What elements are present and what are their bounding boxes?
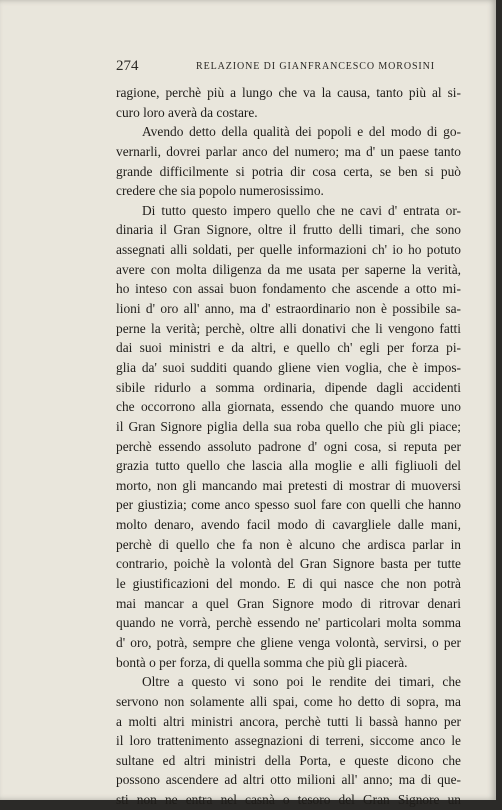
text-line: servono non solamente alli spai, come ho detto di sopra, ma [116,693,461,709]
text-line: il loro trattenimento assegnazioni di terreni, siccome anco le [116,733,461,749]
running-title: RELAZIONE DI GIANFRANCESCO MOROSINI [196,61,435,72]
text-line: per giustizia; come anco spesso suol fare con quelli che hanno [116,497,461,513]
text-line: grande difficilmente si potria dir cosa certa, se ben si può [116,163,461,179]
text-line: Di tutto questo impero quello che ne cavi d' entrata or- [142,202,461,218]
text-line: sibile ridurlo a somma ordinaria, dipende dagli accidenti [116,379,461,395]
text-line: glia da' suoi sudditi quando gliene vien voglia, che è impos- [116,359,461,375]
text-line: mai mancar a quel Gran Signore modo di ritrovar denari [116,595,461,611]
text-line: che occorrono alla giornata, essendo che quando muore uno [116,399,461,415]
text-line: il Gran Signore piglia della sua roba quello che più gli piace; [116,418,461,434]
text-line: ho inteso con assai buon fondamento che ascende a otto mi- [116,281,461,297]
text-line: avere con molta diligenza da me usata per saperne la verità, [116,261,461,277]
text-line: assegnati alli soldati, per quelle informazioni ch' io ho potuto [116,242,461,258]
text-line: credere che sia popolo numerosissimo. [116,183,324,199]
text-line: grazia tutto quello che lascia alla moglie e alli figliuoli del [116,458,461,474]
text-line: le giustificazioni del mondo. E di qui nasce che non potrà [116,576,461,592]
text-line: curo loro averà da costare. [116,104,258,120]
text-line: molto denaro, avendo facil modo di cavargliele dalle mani, [116,517,461,533]
text-line: quando ne vorrà, perchè essendo ne' particolari molta somma [116,615,461,631]
text-line: Avendo detto della qualità dei popoli e del modo di go- [142,124,461,140]
text-line: vernarli, dovrei parlar anco del numero; ma d' un paese tanto [116,143,461,159]
text-line: lioni d' oro all' anno, ma d' estraordinario non è possibile sa- [116,301,461,317]
text-line: d' oro, potrà, sempre che gliene venga volontà, servirsi, o per [116,634,461,650]
text-line: bontà o per forza, di quella somma che più gli piacerà. [116,654,408,670]
text-line: sti non ne entra nel casnà o tesoro del Gran Signore un [116,792,461,808]
text-line: ragione, perchè più a lungo che va la causa, tanto più al si- [116,85,461,100]
body-text [116,83,461,810]
text-line: contrario, poichè la volontà del Gran Signore basta per tutte [116,556,461,572]
text-line: possono ascendere ad altri otto milioni all' anno; ma di que- [116,772,461,788]
text-line: sultane ed altri ministri della Porta, e queste dicono che [116,752,461,768]
text-line: perchè di quello che fa non è alcuno che ardisca parlar in [116,536,461,552]
text-line: perchè essendo assoluto padrone d' ogni cosa, si reputa per [116,438,461,454]
text-line: Oltre a questo vi sono poi le rendite dei timari, che [142,674,461,690]
text-line: dinaria il Gran Signore, oltre il frutto delli timari, che sono [116,222,461,238]
text-line: a molti altri ministri ancora, perchè tutti li bassà hanno per [116,713,461,729]
text-line: morto, non gli mancando mai pretesti di mostrar di muoversi [116,477,461,493]
text-line: perne la verità; perchè, oltre alli donativi che li vengono fatti [116,320,461,336]
page-number: 274 [116,58,139,74]
text-line: dai suoi ministri e da altri, e quello ch' egli per forza pi- [116,340,461,356]
